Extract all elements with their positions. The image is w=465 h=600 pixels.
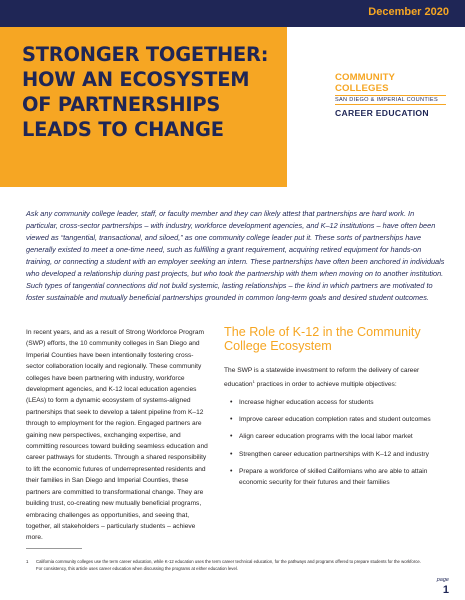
section-paragraph-end: practices in order to achieve multiple objectives: (254, 381, 397, 389)
objectives-list (224, 397, 442, 488)
body-left-column: In recent years, and as a result of Strong Workforce Program (SWP) efforts, the 10 community colleges in San Diego and Imperial Counties have been intentionally fostering cross-sector collaboration locally and regionally. These community colleges have been partnering with industry, workforce development agencies, and K-12 local education agencies (LEAs) to form a dynamic ecosystem of systems-aligned partnerships that seek to develop a talent pipeline from K–12 through to employment for the region. Engaged partners are gaining new perspectives, exchanging expertise, and committing resources toward building seamless education and career pathways for students. Through a shared responsibility to lift the economic futures of underrepresented residents and their families in San Diego and Imperial Counties, these partners are committed to transformational change. They are building trust, co-creating new mutually beneficial programs, embracing challenges as opportunities, and seeing that, together, all stakeholders – particularly students – achieve more. (26, 329, 208, 542)
title-block (0, 27, 287, 187)
issue-date: December 2020 (368, 6, 449, 18)
logo-line-3: CAREER EDUCATION (335, 108, 429, 118)
logo-line-2: SAN DIEGO & IMPERIAL COUNTIES (335, 95, 446, 105)
objective-item: • Improve career education completion rates and student outcomes (224, 414, 442, 425)
footnote (26, 558, 426, 572)
right-column (224, 325, 442, 494)
objective-item: • Strengthen career education partnerships with K–12 and industry (224, 449, 442, 460)
section-heading: The Role of K-12 in the Community College Ecosystem (224, 325, 421, 353)
footnote-divider (26, 548, 82, 549)
section-paragraph (224, 365, 442, 391)
top-banner (0, 0, 465, 27)
logo-line-1: COMMUNITY COLLEGES (335, 72, 395, 94)
objective-item: • Prepare a workforce of skilled Californians who are able to attain economic security for their futures and their families (224, 466, 442, 488)
page-number: 1 (442, 584, 449, 596)
intro-paragraph: Ask any community college leader, staff, or faculty member and they can likely attest that partnerships are hard work. In particular, cross-sector partnerships – with industry, workforce development agencies, and K–12 institutions – have often been viewed as “tangential, transactional, and siloed,” as one community college leader put it. These sorts of partnerships have generally existed to meet a one-time need, such as fulfilling a grant requirement, acquiring retired equipment for hands-on training, or connecting a student with an employer seeking an intern. These partnerships have often been anchored in individuals who developed a relationship during past projects, but who took the partnership with them when moving on to another institution. Such types of tangential connections did not build systemic, lasting relationships – the kind in which partners are motivated to foster sustainable and mutually beneficial partnerships grounded in common long-term goals and desired student outcomes. (26, 209, 445, 302)
footnote-reference: 1 (252, 379, 255, 385)
page-label: page (436, 577, 449, 583)
objective-item: • Increase higher education access for students (224, 397, 442, 408)
footnote-text: California community colleges use the term career education, while K-12 education uses the term career technical education, for the pathways and programs offered to prepare students for the workforce. For consistency, this article uses career education when discussing the programs at either education level. (36, 559, 421, 571)
section-paragraph-start: The SWP is a statewide investment to reform the delivery of career education (224, 367, 420, 389)
objective-item: • Align career education programs with the local labor market (224, 431, 442, 442)
article-title: STRONGER TOGETHER: HOW AN ECOSYSTEM OF PARTNERSHIPS LEADS TO CHANGE (22, 43, 269, 141)
footnote-number: 1 (26, 559, 29, 564)
organization-logo (335, 72, 446, 118)
